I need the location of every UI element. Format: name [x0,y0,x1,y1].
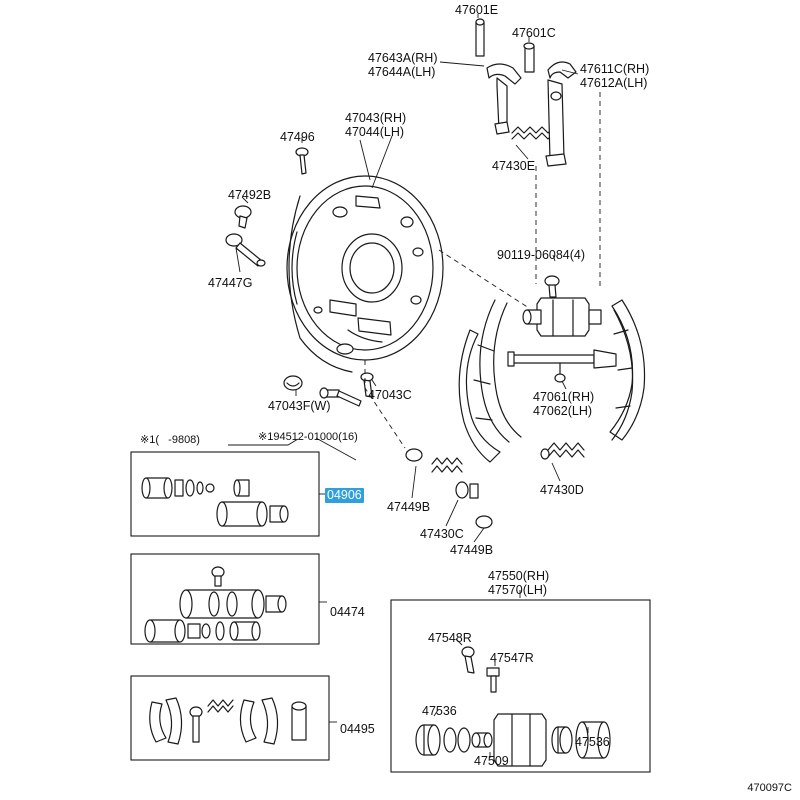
part-label-47644alh: 47644A(LH) [368,65,436,79]
part-label-47601e: 47601E [455,3,499,17]
part-label-47061rh: 47061(RH) [533,390,595,404]
part-label-47043c: 47043C [368,388,412,402]
part-label-47430e: 47430E [492,159,536,173]
bolt-47492B [235,206,251,228]
part-label-04474: 04474 [330,605,365,619]
part-label-47601c: 47601C [512,26,556,40]
lever-47611C [546,62,576,166]
part-label-47062lh: 47062(LH) [533,404,593,418]
part-label-47430d: 47430D [540,483,584,497]
part-label-47043rh: 47043(RH) [345,111,407,125]
part-label-47643arh: 47643A(RH) [368,51,438,65]
pin-47601E [476,19,484,56]
part-label-47547r: 47547R [490,651,534,665]
spring-47430E [512,127,554,139]
diagram-code: 470097C [747,782,792,794]
part-label-47611crh: 47611C(RH) [580,62,650,76]
part-label-47496: 47496 [280,130,315,144]
springs-47449B-47430C [406,449,492,528]
part-label-47570lh: 47570(LH) [488,583,548,597]
strut-47061 [508,350,616,382]
backing-plate-group [287,176,443,372]
part-label-47430c: 47430C [420,527,464,541]
brake-shoe-left [459,300,521,462]
part-label-47492b: 47492B [228,188,272,202]
bolt-47496 [296,148,308,174]
spring-47430D [541,443,584,459]
kit-box-04474 [131,554,327,644]
bolt-90119 [545,276,559,297]
part-label-47550rh: 47550(RH) [488,569,550,583]
part-label-47447g: 47447G [208,276,253,290]
kit-box-04495 [131,676,337,760]
bolt-47447G [226,234,265,266]
kit-box-04906 [131,452,325,536]
part-label-47548r: 47548R [428,631,472,645]
part-label-47536: 47536 [422,704,457,718]
part-label-47449b: 47449B [387,500,431,514]
part-label-47044lh: 47044(LH) [345,125,405,139]
brake-shoe-right [610,300,645,440]
part-label-47043fw: 47043F(W) [268,399,331,413]
part-label-47509: 47509 [474,754,509,768]
part-label-19808: ※1( -9808) [140,434,200,446]
part-label-47612alh: 47612A(LH) [580,76,648,90]
part-label-47449b: 47449B [450,543,494,557]
kit-box-47550 [391,590,650,772]
part-label-04906: 04906 [327,488,362,502]
pin-47601C [524,43,534,72]
part-label-1945120100016: ※194512-01000(16) [258,431,358,443]
part-label-47536: 47536 [575,735,610,749]
part-label-90119060844: 90119-06084(4) [497,248,586,262]
lever-47643A [487,64,521,134]
part-label-04495: 04495 [340,722,375,736]
wheel-cylinder-main [523,298,601,336]
